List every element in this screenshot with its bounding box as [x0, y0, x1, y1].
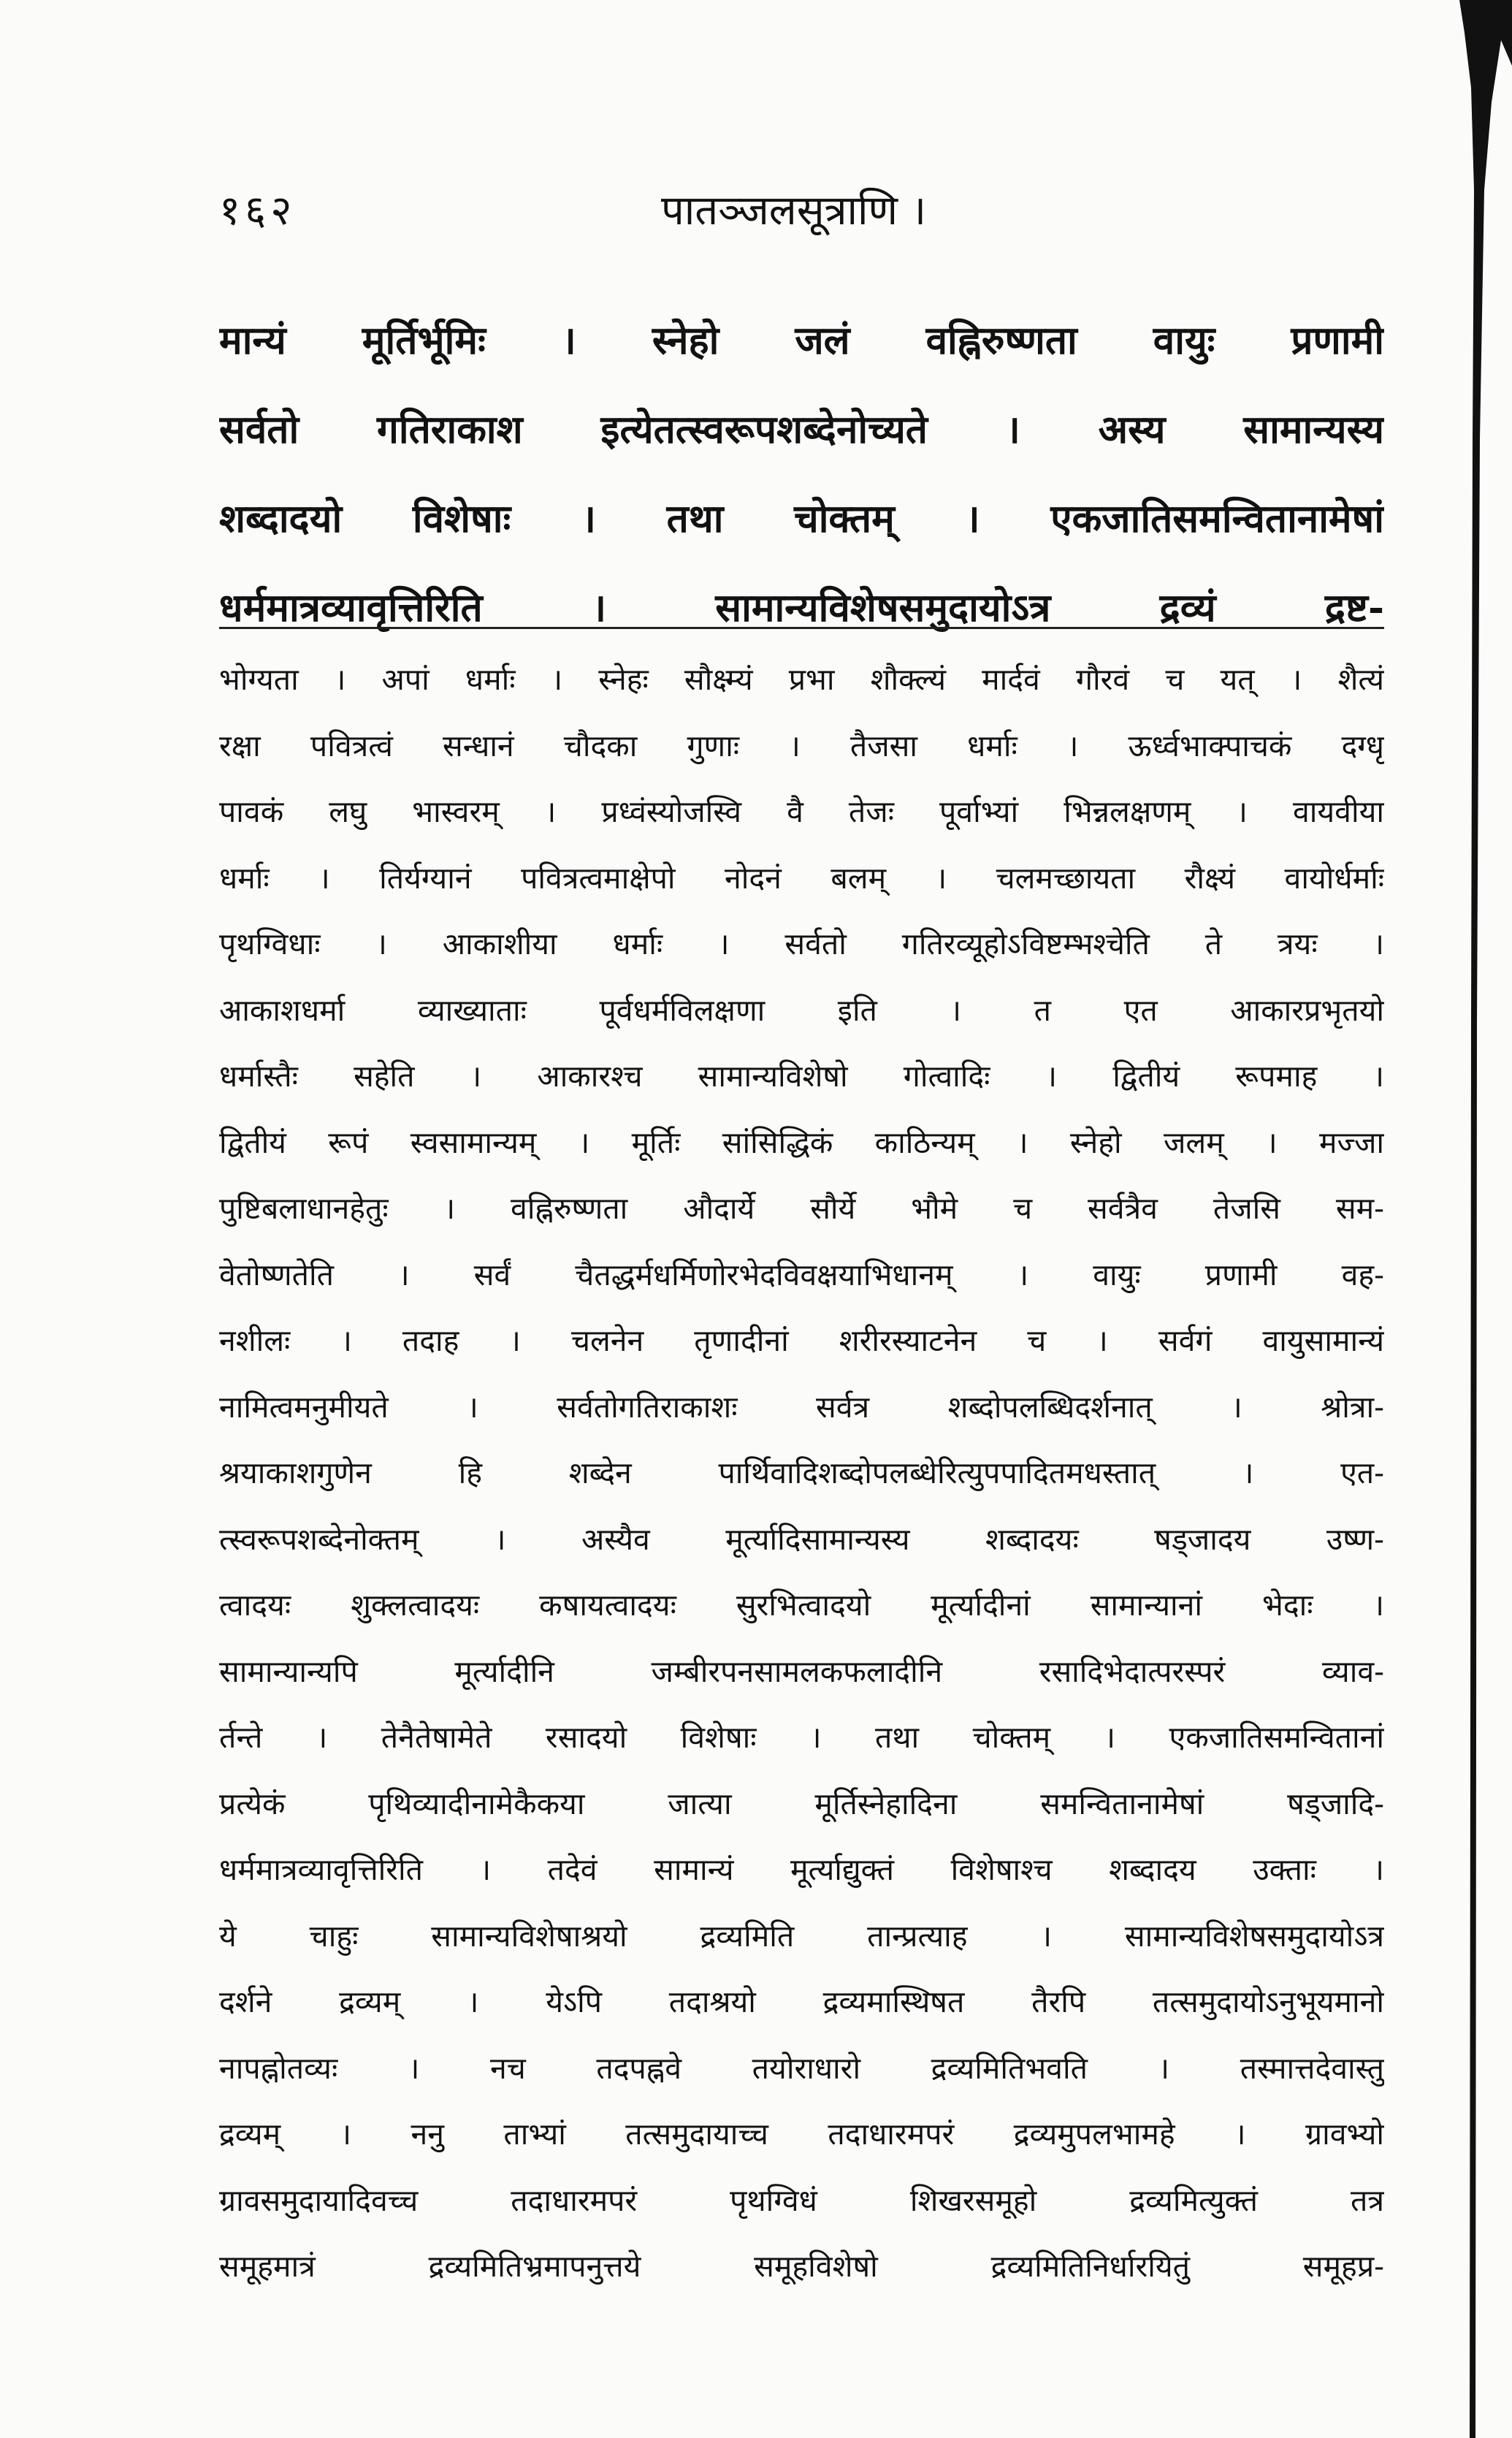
commentary-line: त्स्वरूपशब्देनोक्तम् । अस्यैव मूर्त्यादिसामान्यस्य शब्दादयः षड्जादय उष्ण-	[219, 1521, 1384, 1557]
section-divider	[219, 627, 1384, 629]
commentary-line: पावकं लघु भास्वरम् । प्रध्वंस्योजस्वि वै तेजः पूर्वाभ्यां भिन्नलक्षणम् । वायवीया	[219, 794, 1384, 829]
commentary-line: धर्मास्तैः सहेति । आकारश्च सामान्यविशेषो गोत्वादिः । द्वितीयं रूपमाह ।	[219, 1059, 1384, 1094]
commentary-line: प्रत्येकं पृथिव्यादीनामेकैकया जात्या मूर्तिस्नेहादिना समन्वितानामेषां षड्जादि-	[219, 1786, 1384, 1821]
commentary-line: पुष्टिबलाधानहेतुः । वह्निरुष्णता औदार्ये सौर्ये भौमे च सर्वत्रैव तेजसि सम-	[219, 1191, 1384, 1226]
commentary-line: त्वादयः शुक्लत्वादयः कषायत्वादयः सुरभित्वादयो मूर्त्यादीनां सामान्यानां भेदाः ।	[219, 1588, 1384, 1623]
commentary-line: द्रव्यम् । ननु ताभ्यां तत्समुदायाच्च तदाधारमपरं द्रव्यमुपलभामहे । ग्रावभ्यो	[219, 2117, 1384, 2152]
commentary-line: ग्रावसमुदायादिवच्च तदाधारमपरं पृथग्विधं शिखरसमूहो द्रव्यमित्युक्तं तत्र	[219, 2182, 1384, 2218]
sutra-line: शब्दादयो विशेषाः । तथा चोक्तम् । एकजातिसमन्वितानामेषां	[219, 496, 1384, 541]
commentary-line: समूहमात्रं द्रव्यमितिभ्रमापनुत्तये समूहविशेषो द्रव्यमितिनिर्धारयितुं समूहप्र-	[219, 2249, 1384, 2284]
commentary-line: रक्षा पवित्रत्वं सन्धानं चौदका गुणाः । तैजसा धर्माः । ऊर्ध्वभाक्पाचकं दग्धृ	[219, 728, 1384, 763]
commentary-line: र्तन्ते । तेनैतेषामेते रसादयो विशेषाः । तथा चोक्तम् । एकजातिसमन्वितानां	[219, 1720, 1384, 1755]
commentary-line: आकाशधर्मा व्याख्याताः पूर्वधर्मविलक्षणा इति । त एत आकारप्रभृतयो	[219, 992, 1384, 1028]
page-edge-binding-mark	[1395, 0, 1512, 2438]
sutra-line: धर्ममात्रव्यावृत्तिरिति । सामान्यविशेषसमुदायोऽत्र द्रव्यं द्रष्ट-	[219, 585, 1384, 631]
commentary-line: सामान्यान्यपि मूर्त्यादीनि जम्बीरपनसामलकफलादीनि रसादिभेदात्परस्परं व्याव-	[219, 1653, 1384, 1689]
commentary-line: नापह्नोतव्यः । नच तदपह्नवे तयोराधारो द्रव्यमितिभवति । तस्मात्तदेवास्तु	[219, 2050, 1384, 2086]
commentary-line: धर्ममात्रव्यावृत्तिरिति । तदेवं सामान्यं मूर्त्याद्युक्तं विशेषाश्च शब्दादय उक्ताः ।	[219, 1852, 1384, 1887]
commentary-line: भोग्यता । अपां धर्माः । स्नेहः सौक्ष्म्यं प्रभा शौक्ल्यं मार्दवं गौरवं च यत् । शैत्यं	[219, 662, 1384, 697]
commentary-line: श्रयाकाशगुणेन हि शब्देन पार्थिवादिशब्दोपलब्धेरित्युपपादितमधस्तात् । एत-	[219, 1455, 1384, 1490]
page-header	[219, 181, 1388, 247]
commentary-line: धर्माः । तिर्यग्यानं पवित्रत्वमाक्षेपो नोदनं बलम् । चलमच्छायता रौक्ष्यं वायोर्धर्माः	[219, 860, 1384, 896]
commentary-line: ये चाहुः सामान्यविशेषाश्रयो द्रव्यमिति तान्प्रत्याह । सामान्यविशेषसमुदायोऽत्र	[219, 1918, 1384, 1954]
sutra-line: मान्यं मूर्तिर्भूमिः । स्नेहो जलं वह्निरुष्णता वायुः प्रणामी	[219, 318, 1384, 363]
commentary-line: पृथग्विधाः । आकाशीया धर्माः । सर्वतो गतिरव्यूहोऽविष्टम्भश्चेति ते त्रयः ।	[219, 926, 1384, 961]
page-number: १६२	[219, 187, 297, 235]
commentary-line: द्वितीयं रूपं स्वसामान्यम् । मूर्तिः सांसिद्धिकं काठिन्यम् । स्नेहो जलम् । मज्जा	[219, 1124, 1384, 1160]
commentary-line: वेतोष्णतेति । सर्वं चैतद्धर्मधर्मिणोरभेदविवक्षयाभिधानम् । वायुः प्रणामी वह-	[219, 1257, 1384, 1292]
sutra-line: सर्वतो गतिराकाश इत्येतत्स्वरूपशब्देनोच्यते । अस्य सामान्यस्य	[219, 407, 1384, 452]
commentary-text-block	[219, 647, 1384, 2300]
commentary-line: नामित्वमनुमीयते । सर्वतोगतिराकाशः सर्वत्र शब्दोपलब्धिदर्शनात् । श्रोत्रा-	[219, 1389, 1384, 1425]
running-title: पातञ्जलसूत्राणि ।	[661, 187, 927, 235]
commentary-line: नशीलः । तदाह । चलनेन तृणादीनां शरीरस्याटनेन च । सर्वगं वायुसामान्यं	[219, 1323, 1384, 1358]
sutra-text-block	[219, 296, 1384, 652]
commentary-line: दर्शने द्रव्यम् । येऽपि तदाश्रयो द्रव्यमास्थिषत तैरपि तत्समुदायोऽनुभूयमानो	[219, 1984, 1384, 2019]
